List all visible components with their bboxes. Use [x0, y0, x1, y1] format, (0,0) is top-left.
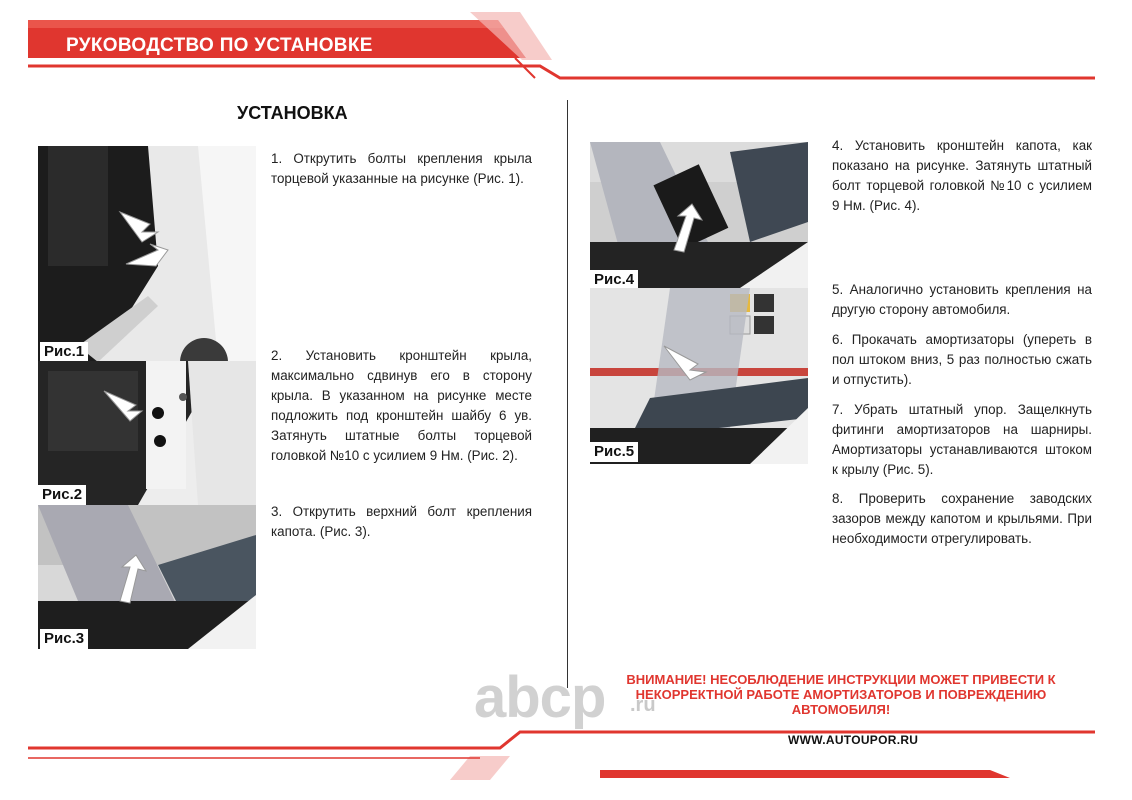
step-3-text: 3. Открутить верхний болт крепления капота. (Рис. 3). [271, 504, 532, 539]
footer-band [0, 720, 1132, 800]
step-7-text: 7. Убрать штатный упор. Защелкнуть фитинги амортизаторов на шарниры. Амортизаторы устанавливаются штоком к крылу (Рис. 5). [832, 402, 1092, 477]
step-2-text: 2. Установить кронштейн крыла, максимально сдвинув его в сторону крыла. В указанном на рисунке месте подложить под кронштейн шайбу 6 ув. Затянуть штатные болты торцевой головкой №10 с усилием 9 Нм. (Рис. 2). [271, 348, 532, 463]
figure-1-photo [38, 146, 256, 362]
step-4-text: 4. Установить кронштейн капота, как показано на рисунке. Затянуть штатный болт торцевой головкой №10 с усилием 9 Нм. (Рис. 4). [832, 138, 1092, 213]
footer-url: WWW.AUTOUPOR.RU [788, 733, 919, 747]
warning-line-3: АВТОМОБИЛЯ! [791, 702, 891, 717]
figure-1-label: Рис.1 [40, 342, 88, 362]
figure-5-label: Рис.5 [590, 442, 638, 462]
figure-3-label: Рис.3 [40, 629, 88, 649]
watermark-suffix: .ru [630, 694, 656, 716]
warning-line-1: ВНИМАНИЕ! НЕСОБЛЮДЕНИЕ ИНСТРУКЦИИ МОЖЕТ ПРИВЕСТИ К [626, 672, 1056, 687]
page-header-title: РУКОВОДСТВО ПО УСТАНОВКЕ [66, 35, 373, 56]
warning-text [600, 672, 1082, 717]
step-5-text: 5. Аналогично установить крепления на другую сторону автомобиля. [832, 282, 1092, 317]
step-8-text: 8. Проверить сохранение заводских зазоров между капотом и крыльями. При необходимости отрегулировать. [832, 491, 1092, 546]
step-6-text: 6. Прокачать амортизаторы (упереть в пол штоком вниз, 5 раз полностью сжать и отпустить). [832, 332, 1092, 387]
figure-4-label: Рис.4 [590, 270, 638, 288]
figure-2-label: Рис.2 [38, 485, 86, 505]
figure-5-photo [590, 288, 808, 464]
warning-line-2: НЕКОРРЕКТНОЙ РАБОТЕ АМОРТИЗАТОРОВ И ПОВРЕЖДЕНИЮ [635, 687, 1047, 702]
figure-3-photo [38, 505, 256, 649]
watermark-logo: abcp [474, 665, 606, 730]
column-divider [567, 100, 568, 688]
figure-2-photo [38, 361, 256, 505]
step-1-text: 1. Открутить болты крепления крыла торцевой указанные на рисунке (Рис. 1). [271, 151, 532, 186]
figure-4-photo [590, 142, 808, 288]
section-title: УСТАНОВКА [237, 103, 348, 123]
